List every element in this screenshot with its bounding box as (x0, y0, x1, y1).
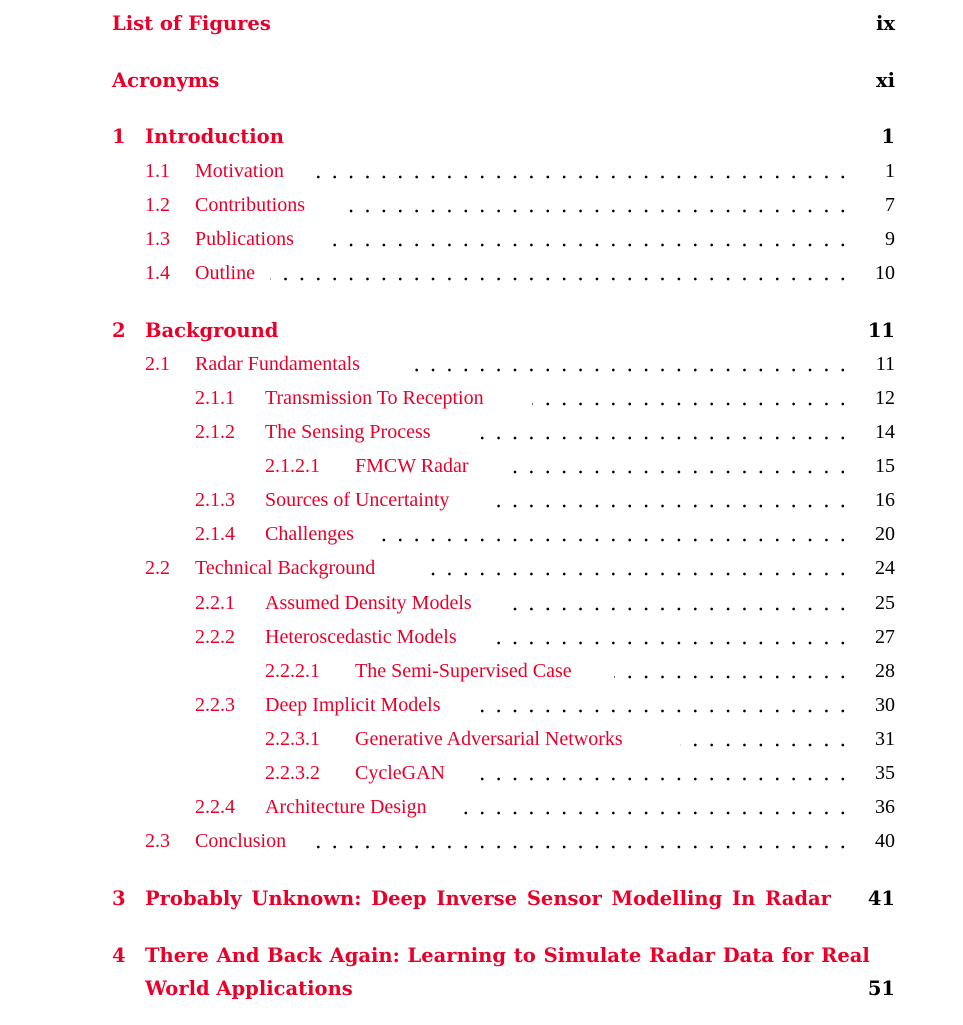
toc-subsection-2-2-1[interactable] (0, 592, 963, 622)
toc-leader (614, 675, 851, 679)
toc-subsection-2-2-2[interactable] (0, 626, 963, 656)
toc-number: 2.1.4 (195, 523, 235, 545)
toc-page: 10 (875, 262, 895, 284)
toc-page: 16 (875, 489, 895, 511)
toc-section-1-2[interactable] (0, 194, 963, 224)
toc-page: 31 (875, 728, 895, 750)
toc-number: 1.2 (145, 194, 170, 216)
toc-subsubsection-2-2-2-1[interactable] (0, 660, 963, 690)
toc-section-1-4[interactable] (0, 262, 963, 292)
toc-subsection-2-1-3[interactable] (0, 489, 963, 519)
toc-page: 15 (875, 455, 895, 477)
toc-chapter-1[interactable] (0, 125, 963, 155)
toc-title[interactable]: List of Figures (112, 12, 271, 35)
toc-subsection-2-1-2[interactable] (0, 421, 963, 451)
toc-section-2-3[interactable] (0, 830, 963, 860)
toc-leader (304, 175, 851, 179)
toc-page: 40 (875, 830, 895, 852)
toc-subsubsection-2-2-3-1[interactable] (0, 728, 963, 758)
toc-section-2-1[interactable] (0, 353, 963, 383)
toc-subsection-2-1-1[interactable] (0, 387, 963, 417)
toc-section-1-3[interactable] (0, 228, 963, 258)
toc-page: 7 (885, 194, 895, 216)
toc-page: 11 (875, 353, 895, 375)
toc-page: 35 (875, 762, 895, 784)
toc-leader (500, 470, 851, 474)
toc-section-2-2[interactable] (0, 557, 963, 587)
toc-leader (476, 709, 851, 713)
toc-leader (468, 436, 851, 440)
toc-leader (320, 243, 851, 247)
toc-subsubsection-2-1-2-1[interactable] (0, 455, 963, 485)
toc-number: 2.1 (145, 353, 170, 375)
toc-section-1-1[interactable] (0, 160, 963, 190)
toc-title[interactable]: Deep Implicit Models (265, 694, 441, 716)
toc-number: 2.2.3.1 (265, 728, 320, 750)
toc-page: 27 (875, 626, 895, 648)
toc-number: 2.2.2 (195, 626, 235, 648)
toc-subsubsection-2-2-3-2[interactable] (0, 762, 963, 792)
toc-number: 2.2.4 (195, 796, 235, 818)
toc-page: 9 (885, 228, 895, 250)
toc-number: 2.1.3 (195, 489, 235, 511)
toc-number: 1.3 (145, 228, 170, 250)
toc-subsection-2-2-3[interactable] (0, 694, 963, 724)
toc-title[interactable]: Conclusion (195, 830, 287, 852)
toc-title[interactable]: FMCW Radar (355, 455, 469, 477)
toc-subsection-2-2-4[interactable] (0, 796, 963, 826)
toc-title[interactable]: CycleGAN (355, 762, 445, 784)
toc-page: 1 (885, 160, 895, 182)
toc-title[interactable]: Technical Background (195, 557, 376, 579)
toc-entry-list-of-figures[interactable] (0, 12, 963, 42)
toc-subsection-2-1-4[interactable] (0, 523, 963, 553)
toc-number: 3 (112, 887, 126, 910)
toc-title[interactable]: Outline (195, 262, 255, 284)
toc-number: 2.2.2.1 (265, 660, 320, 682)
toc-entry-acronyms[interactable] (0, 69, 963, 99)
toc-leader (270, 277, 851, 281)
toc-chapter-4[interactable] (0, 944, 963, 1010)
toc-page: 51 (867, 977, 895, 1000)
toc-number: 2.1.2.1 (265, 455, 320, 477)
toc-leader (304, 845, 851, 849)
toc-page: 25 (875, 592, 895, 614)
toc-chapter-2[interactable] (0, 319, 963, 349)
toc-page: 41 (867, 887, 895, 910)
toc-page: 36 (875, 796, 895, 818)
toc-leader (460, 811, 851, 815)
toc-title[interactable]: Architecture Design (265, 796, 427, 818)
toc-title[interactable]: There And Back Again: Learning to Simulate Radar Data for Real (145, 944, 870, 967)
toc-number: 2.1.1 (195, 387, 235, 409)
toc-number: 2 (112, 319, 126, 342)
toc-number: 1.1 (145, 160, 170, 182)
toc-title[interactable]: Acronyms (112, 69, 220, 92)
toc-number: 1.4 (145, 262, 170, 284)
toc-title[interactable]: Challenges (265, 523, 354, 545)
toc-title-line2[interactable]: World Applications (145, 977, 353, 1000)
toc-chapter-3[interactable] (0, 887, 963, 917)
toc-page: ix (875, 12, 895, 35)
toc-number: 1 (112, 125, 126, 148)
toc-title[interactable]: Heteroscedastic Models (265, 626, 457, 648)
toc-number: 2.3 (145, 830, 170, 852)
toc-title[interactable]: Introduction (145, 125, 284, 148)
toc-title[interactable]: Radar Fundamentals (195, 353, 360, 375)
toc-page: 1 (881, 125, 895, 148)
toc-title[interactable]: Background (145, 319, 279, 342)
toc-number: 2.2 (145, 557, 170, 579)
toc-title[interactable]: Sources of Uncertainty (265, 489, 450, 511)
toc-number: 2.2.3 (195, 694, 235, 716)
toc-title[interactable]: Contributions (195, 194, 306, 216)
toc-leader (532, 402, 851, 406)
toc-leader (418, 572, 851, 576)
toc-number: 2.2.1 (195, 592, 235, 614)
toc-page: 20 (875, 523, 895, 545)
toc-page: 14 (875, 421, 895, 443)
toc-title[interactable]: The Sensing Process (265, 421, 431, 443)
toc-leader (510, 607, 851, 611)
toc-leader (492, 641, 851, 645)
toc-page: 24 (875, 557, 895, 579)
toc-page: 11 (867, 319, 895, 342)
toc-number: 2.2.3.2 (265, 762, 320, 784)
toc-leader (402, 368, 851, 372)
toc-page: 12 (875, 387, 895, 409)
toc-leader (370, 538, 851, 542)
toc-leader (484, 504, 851, 508)
toc-title[interactable]: Assumed Density Models (265, 592, 472, 614)
toc-title[interactable]: Probably Unknown: Deep Inverse Sensor Modelling In Radar (145, 887, 831, 910)
toc-page: 28 (875, 660, 895, 682)
toc-number: 4 (112, 944, 126, 967)
toc-leader (680, 743, 851, 747)
toc-title[interactable]: Generative Adversarial Networks (355, 728, 623, 750)
toc-page: 30 (875, 694, 895, 716)
toc-title[interactable]: The Semi-Supervised Case (355, 660, 572, 682)
toc-number: 2.1.2 (195, 421, 235, 443)
toc-leader (468, 777, 851, 781)
toc-title[interactable]: Publications (195, 228, 294, 250)
toc-title[interactable]: Transmission To Reception (265, 387, 484, 409)
toc-page: xi (875, 69, 895, 92)
toc-title[interactable]: Motivation (195, 160, 284, 182)
toc-leader (337, 209, 851, 213)
